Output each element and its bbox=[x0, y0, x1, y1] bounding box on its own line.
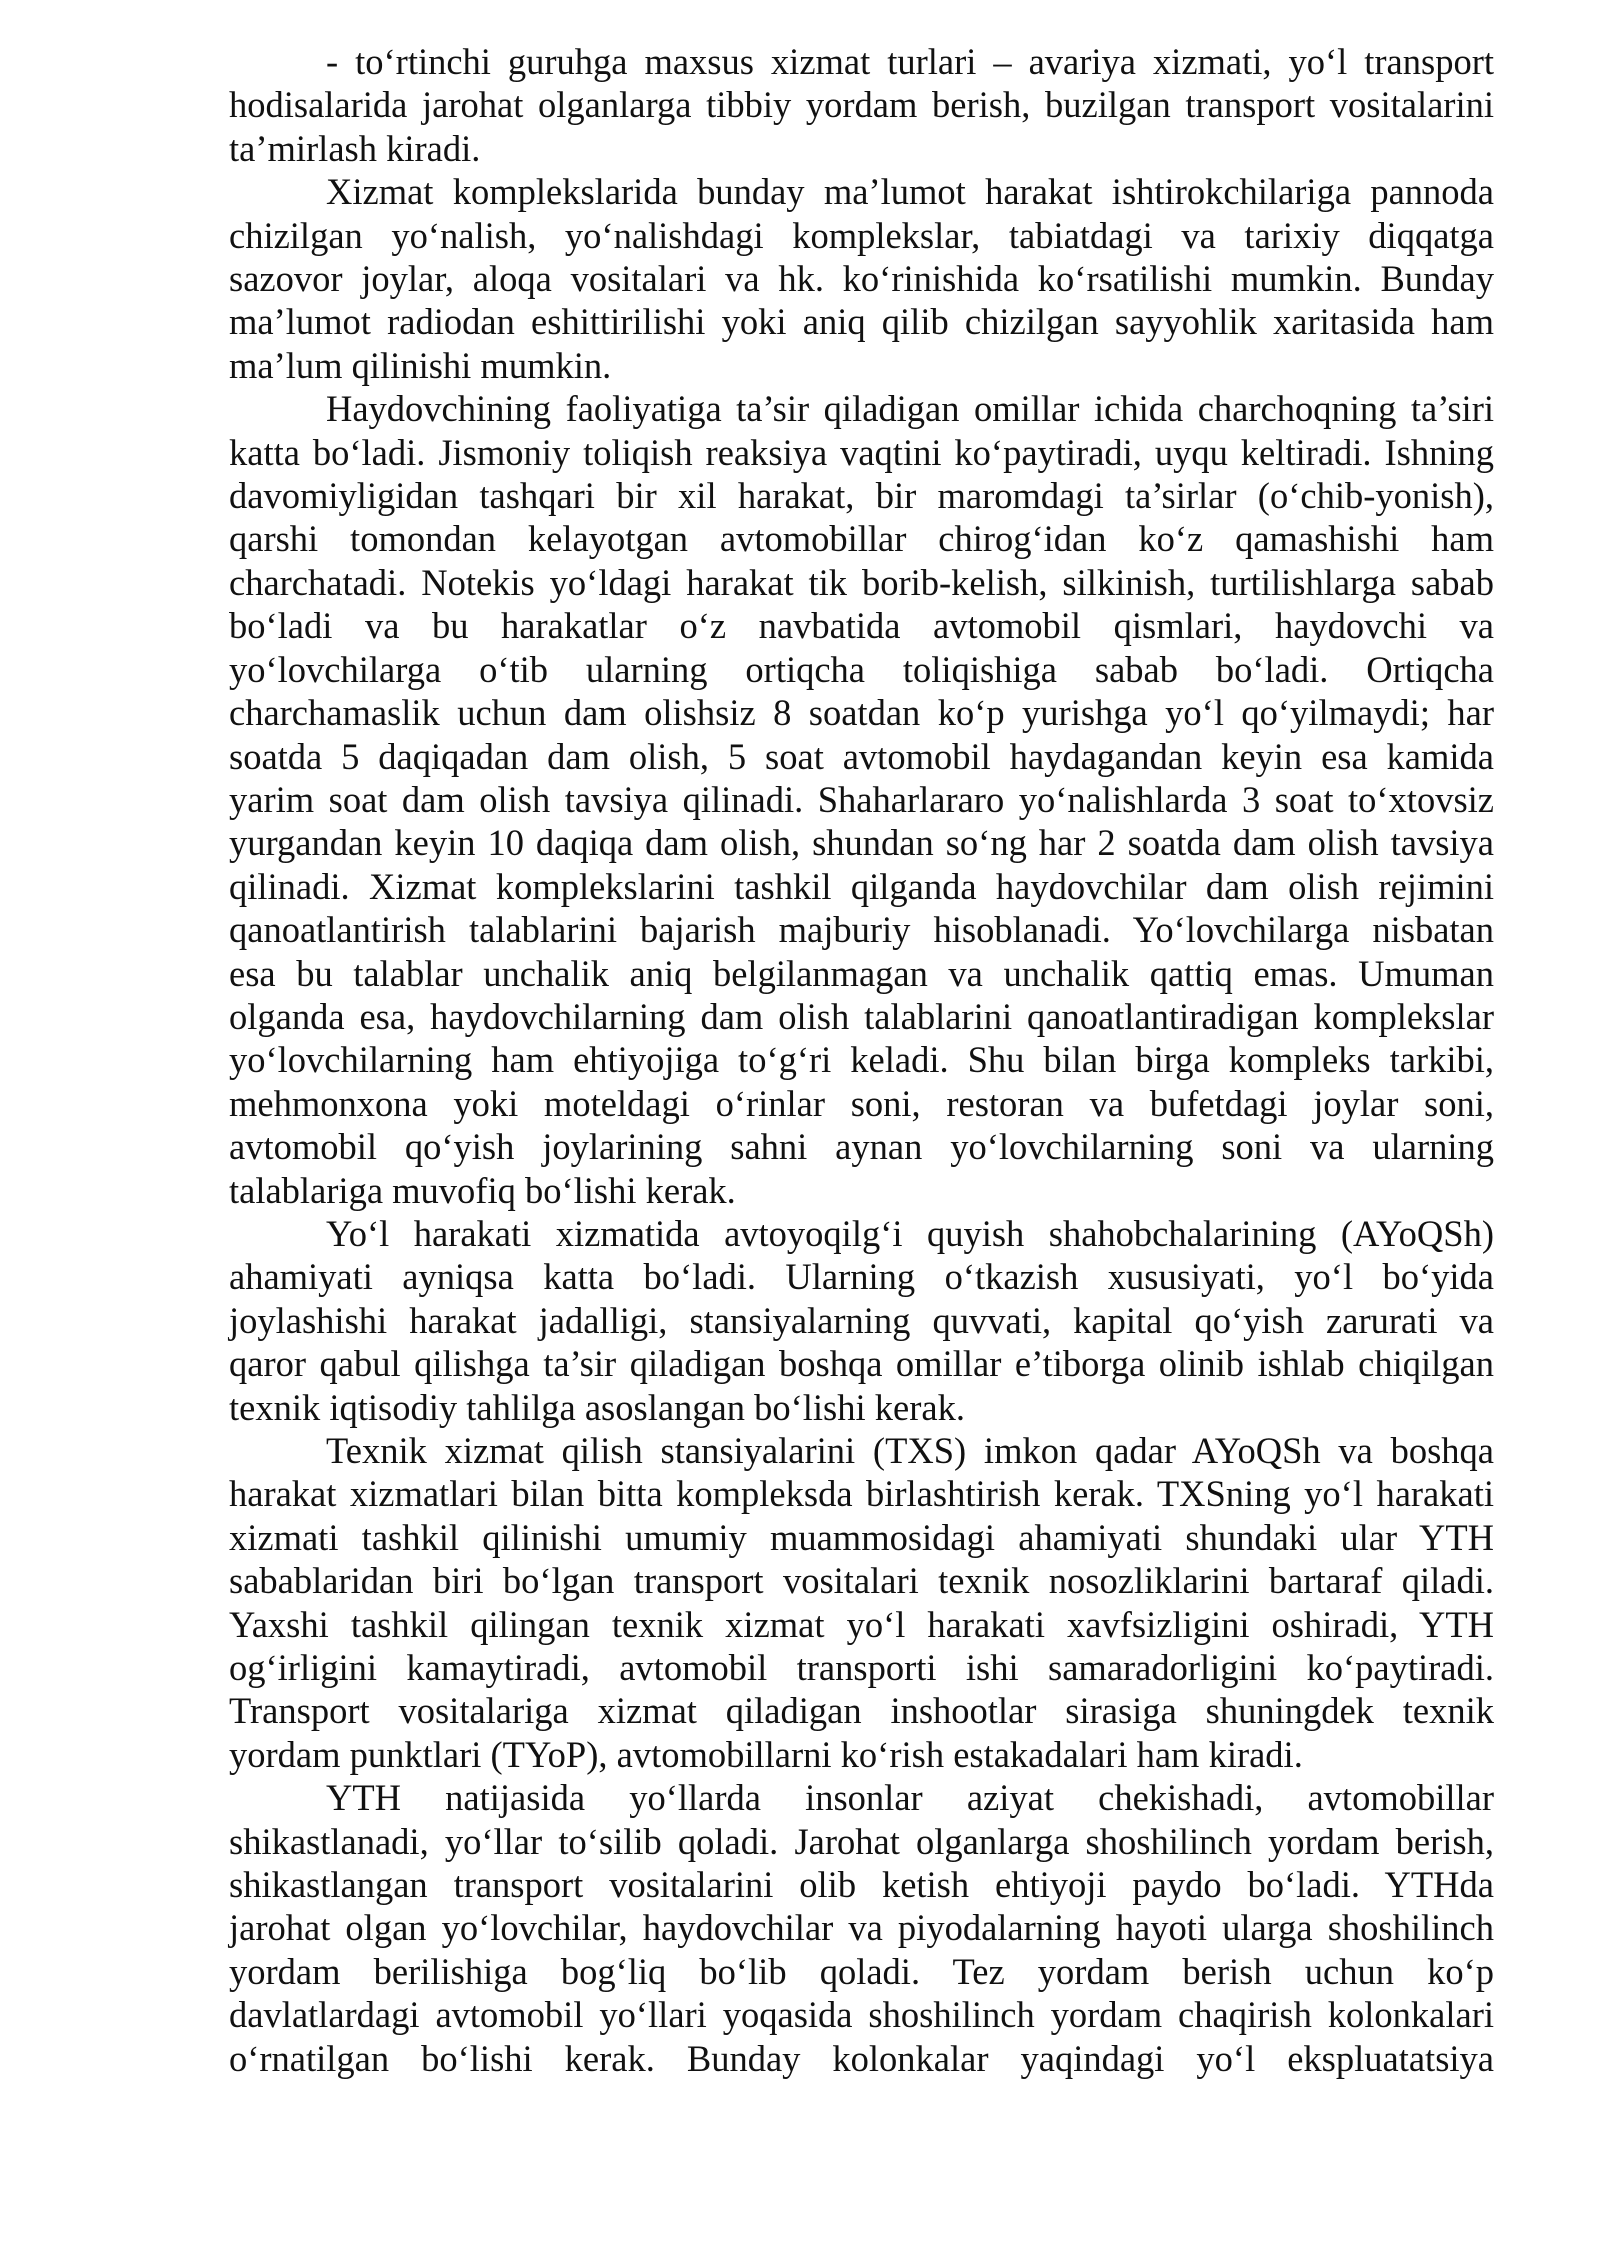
text-line: harakat xizmatlari bilan bitta kompleksda birlashtirish kerak. TXSning yo‘l harakati bbox=[229, 1473, 1494, 1515]
text-line: yarim soat dam olish tavsiya qilinadi. Shaharlararo yo‘nalishlarda 3 soat to‘xtovsiz bbox=[229, 778, 1494, 820]
text-line: qilinadi. Xizmat komplekslarini tashkil qilganda haydovchilar dam olish rejimini bbox=[229, 865, 1494, 907]
text-line: texnik iqtisodiy tahlilga asoslangan bo‘lishi kerak. bbox=[229, 1386, 965, 1428]
text-line: charchamaslik uchun dam olishsiz 8 soatdan ko‘p yurishga yo‘l qo‘yilmaydi; har bbox=[229, 692, 1494, 734]
text-line: shikastlanadi, yo‘llar to‘silib qoladi. Jarohat olganlarga shoshilinch yordam berish, bbox=[229, 1820, 1494, 1862]
paragraph bbox=[229, 1776, 1494, 2080]
text-line: talablariga muvofiq bo‘lishi kerak. bbox=[229, 1169, 736, 1211]
text-line: yo‘lovchilarning ham ehtiyojiga to‘g‘ri keladi. Shu bilan birga kompleks tarkibi, bbox=[229, 1039, 1494, 1081]
text-line: sabablaridan biri bo‘lgan transport vositalari texnik nosozliklarini bartaraf qiladi. bbox=[229, 1560, 1494, 1602]
text-line: soatda 5 daqiqadan dam olish, 5 soat avtomobil haydagandan keyin esa kamida bbox=[229, 735, 1494, 777]
paragraph bbox=[229, 170, 1494, 387]
text-line: joylashishi harakat jadalligi, stansiyalarning quvvati, kapital qo‘yish zarurati va bbox=[229, 1299, 1494, 1341]
paragraph bbox=[229, 1212, 1494, 1429]
body-text bbox=[229, 40, 1494, 2080]
paragraph bbox=[229, 1429, 1494, 1776]
text-line: yurgandan keyin 10 daqiqa dam olish, shundan so‘ng har 2 soatda dam olish tavsiya bbox=[229, 822, 1494, 864]
text-line: qarshi tomondan kelayotgan avtomobillar chirog‘idan ko‘z qamashishi ham bbox=[229, 518, 1494, 560]
text-line: avtomobil qo‘yish joylarining sahni aynan yo‘lovchilarning soni va ularning bbox=[229, 1126, 1494, 1168]
text-line: sazovor joylar, aloqa vositalari va hk. ko‘rinishida ko‘rsatilishi mumkin. Bunday bbox=[229, 258, 1494, 300]
text-line: yo‘lovchilarga o‘tib ularning ortiqcha toliqishiga sabab bo‘ladi. Ortiqcha bbox=[229, 648, 1494, 690]
text-line: esa bu talablar unchalik aniq belgilanmagan va unchalik qattiq emas. Umuman bbox=[229, 952, 1494, 994]
text-line: - to‘rtinchi guruhga maxsus xizmat turlari – avariya xizmati, yo‘l transport bbox=[326, 41, 1494, 82]
text-line: mehmonxona yoki moteldagi o‘rinlar soni, restoran va bufetdagi joylar soni, bbox=[229, 1082, 1494, 1124]
text-line: ta’mirlash kiradi. bbox=[229, 127, 481, 169]
text-line: ma’lum qilinishi mumkin. bbox=[229, 344, 612, 386]
text-line: bo‘ladi va bu harakatlar o‘z navbatida avtomobil qismlari, haydovchi va bbox=[229, 605, 1494, 647]
text-line: Yo‘l harakati xizmatida avtoyoqilg‘i quyish shahobchalarining (AYoQSh) bbox=[326, 1212, 1494, 1254]
text-line: qanoatlantirish talablarini bajarish majburiy hisoblanadi. Yo‘lovchilarga nisbatan bbox=[229, 909, 1494, 951]
text-line: yordam berilishiga bog‘liq bo‘lib qoladi. Tez yordam berish uchun ko‘p bbox=[229, 1950, 1494, 1992]
text-line: olganda esa, haydovchilarning dam olish talablarini qanoatlantiradigan komplekslar bbox=[229, 995, 1494, 1037]
text-line: qaror qabul qilishga ta’sir qiladigan boshqa omillar e’tiborga olinib ishlab chiqilgan bbox=[229, 1343, 1494, 1385]
text-line: jarohat olgan yo‘lovchilar, haydovchilar va piyodalarning hayoti ularga shoshilinch bbox=[229, 1907, 1494, 1949]
text-line: Haydovchining faoliyatiga ta’sir qiladigan omillar ichida charchoqning ta’siri bbox=[326, 388, 1494, 430]
text-line: Xizmat komplekslarida bunday ma’lumot harakat ishtirokchilariga pannoda bbox=[326, 171, 1494, 213]
text-line: og‘irligini kamaytiradi, avtomobil transporti ishi samaradorligini ko‘paytiradi. bbox=[229, 1647, 1494, 1689]
text-line: Yaxshi tashkil qilingan texnik xizmat yo‘l harakati xavfsizligini oshiradi, YTH bbox=[229, 1603, 1494, 1645]
text-line: xizmati tashkil qilinishi umumiy muammosidagi ahamiyati shundaki ular YTH bbox=[229, 1516, 1494, 1558]
text-line: yordam punktlari (TYoP), avtomobillarni ko‘rish estakadalari ham kiradi. bbox=[229, 1733, 1303, 1775]
text-line: Transport vositalariga xizmat qiladigan inshootlar sirasiga shuningdek texnik bbox=[229, 1690, 1494, 1732]
text-line: ma’lumot radiodan eshittirilishi yoki aniq qilib chizilgan sayyohlik xaritasida ham bbox=[229, 301, 1494, 343]
text-line: chizilgan yo‘nalish, yo‘nalishdagi komplekslar, tabiatdagi va tarixiy diqqatga bbox=[229, 214, 1494, 256]
text-line: katta bo‘ladi. Jismoniy toliqish reaksiya vaqtini ko‘paytiradi, uyqu keltiradi. Ishning bbox=[229, 431, 1494, 473]
text-line: davomiyligidan tashqari bir xil harakat, bir maromdagi ta’sirlar (o‘chib-yonish), bbox=[229, 475, 1494, 517]
text-line: o‘rnatilgan bo‘lishi kerak. Bunday kolonkalar yaqindagi yo‘l ekspluatatsiya bbox=[229, 2037, 1494, 2079]
text-line: Texnik xizmat qilish stansiyalarini (TXS) imkon qadar AYoQSh va boshqa bbox=[326, 1430, 1494, 1471]
paragraph bbox=[229, 387, 1494, 1212]
text-line: hodisalarida jarohat olganlarga tibbiy yordam berish, buzilgan transport vositalarini bbox=[229, 84, 1494, 126]
text-line: davlatlardagi avtomobil yo‘llari yoqasida shoshilinch yordam chaqirish kolonkalari bbox=[229, 1994, 1494, 2036]
text-line: charchatadi. Notekis yo‘ldagi harakat tik borib-kelish, silkinish, turtilishlarga sabab bbox=[229, 561, 1494, 603]
paragraph bbox=[229, 40, 1494, 170]
text-line: YTH natijasida yo‘llarda insonlar aziyat chekishadi, avtomobillar bbox=[326, 1777, 1494, 1819]
text-line: ahamiyati ayniqsa katta bo‘ladi. Ularning o‘tkazish xususiyati, yo‘l bo‘yida bbox=[229, 1256, 1494, 1298]
text-line: shikastlangan transport vositalarini olib ketish ehtiyoji paydo bo‘ladi. YTHda bbox=[229, 1864, 1494, 1906]
